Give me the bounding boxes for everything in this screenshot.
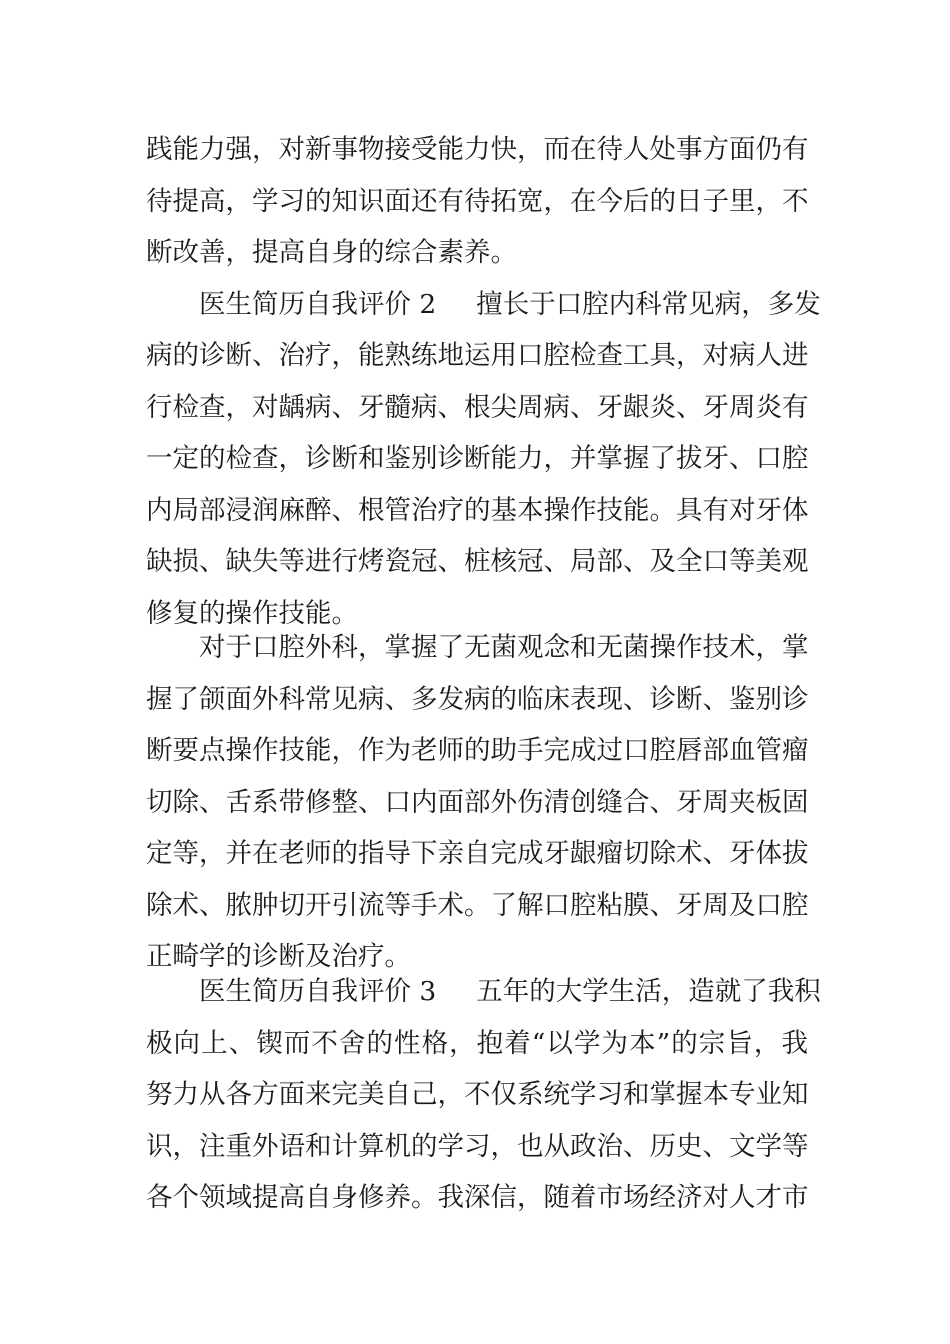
paragraph-2 [146, 279, 821, 640]
text-line: 握了颌面外科常见病、多发病的临床表现、诊断、鉴别诊 [146, 683, 809, 715]
text-line: 各个领域提高自身修养。我深信，随着市场经济对人才市 [146, 1182, 809, 1213]
text-line: 行检查，对龋病、牙髓病、根尖周病、牙龈炎、牙周炎有 [146, 391, 809, 423]
text-line: 努力从各方面来完美自己，不仅系统学习和掌握本专业知 [146, 1079, 809, 1110]
text-line: 正畸学的诊断及治疗。 [146, 941, 411, 972]
text-line: 待提高，学习的知识面还有待拓宽，在今后的日子里，不 [146, 185, 809, 217]
text-line: 一定的检查，诊断和鉴别诊断能力，并掌握了拔牙、口腔 [146, 443, 809, 474]
paragraph-3 [146, 622, 808, 983]
section-heading: 医生简历自我评价 3 [199, 976, 437, 1007]
paragraph-1 [146, 124, 808, 279]
text-line: 识，注重外语和计算机的学习，也从政治、历史、文学等 [146, 1130, 809, 1162]
text-line: 除术、脓肿切开引流等手术。了解口腔粘膜、牙周及口腔 [146, 889, 809, 921]
text-line: 极向上、锲而不舍的性格，抱着“以学为本”的宗旨，我 [146, 1027, 808, 1059]
text-line: 内局部浸润麻醉、根管治疗的基本操作技能。具有对牙体 [146, 494, 809, 526]
section-heading: 医生简历自我评价 2 [199, 288, 437, 320]
text-line: 断要点操作技能，作为老师的助手完成过口腔唇部血管瘤 [146, 735, 809, 766]
text-line: 断改善，提高自身的综合素养。 [146, 237, 517, 268]
text-line [146, 279, 821, 331]
text-line [146, 966, 821, 1018]
text-line: 病的诊断、治疗，能熟练地运用口腔检查工具，对病人进 [146, 340, 809, 371]
text-line: 对于口腔外科，掌握了无菌观念和无菌操作技术，掌 [199, 632, 809, 663]
text-segment: 擅长于口腔内科常见病，多发 [476, 288, 821, 320]
paragraph-4 [146, 966, 821, 1224]
text-segment: 五年的大学生活，造就了我积 [476, 976, 821, 1007]
text-line: 践能力强，对新事物接受能力快，而在待人处事方面仍有 [146, 134, 809, 165]
text-line: 修复的操作技能。 [146, 597, 358, 629]
text-line: 切除、舌系带修整、口内面部外伤清创缝合、牙周夹板固 [146, 786, 809, 818]
text-line: 定等，并在老师的指导下亲自完成牙龈瘤切除术、牙体拔 [146, 838, 809, 869]
text-line: 缺损、缺失等进行烤瓷冠、桩核冠、局部、及全口等美观 [146, 546, 809, 577]
